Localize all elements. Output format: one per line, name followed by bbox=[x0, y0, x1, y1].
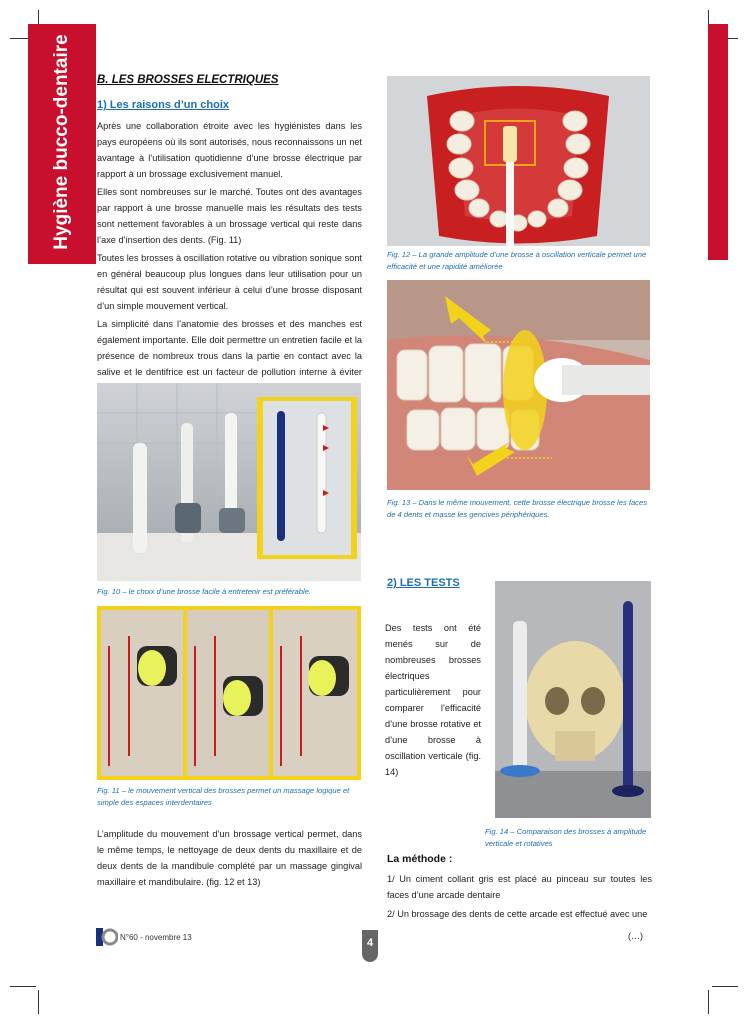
magazine-logo bbox=[96, 928, 118, 946]
crop-mark bbox=[10, 986, 36, 987]
paragraph-3: Toutes les brosses à oscillation rotative ou vibration sonique sont en général beaucoup plus longues dans leur utilisation pour un résultat qui est souvent inférieur à celui d’une brosse disposant d’un simple mouvement vertical. bbox=[97, 253, 362, 311]
sidebar-title: Hygiène bucco-dentaire bbox=[51, 34, 72, 250]
figure-11-caption: Fig. 11 – le mouvement vertical des brosses permet un massage logique et simple des espaces interdentaires bbox=[97, 786, 350, 807]
method-step-1: 1/ Un ciment collant gris est placé au pinceau sur toutes les faces d’une arcade dentaire bbox=[387, 874, 652, 900]
crop-mark bbox=[708, 990, 709, 1014]
method-step-2: 2/ Un brossage des dents de cette arcade est effectué avec une bbox=[387, 909, 648, 919]
section-title: B. LES BROSSES ELECTRIQUES bbox=[97, 74, 279, 86]
right-edge-tab bbox=[708, 24, 728, 260]
subsection-title-tests: 2) LES TESTS bbox=[387, 577, 460, 589]
figure-12-photo bbox=[387, 76, 650, 246]
paragraph-2: Elles sont nombreuses sur le marché. Toutes ont des avantages par rapport à une brosse manuelle mais les résultats des tests sont nettement favorables à un brossage vertical qui reste dans l’axe d’insertion des dents. (Fig. 11) bbox=[97, 187, 362, 245]
paragraph-1: Après une collaboration étroite avec les hygiénistes dans les pays européens où ils sont autorisés, nous reconnaissons un net avantage à l’utilisation quotidienne d’une brosse électrique par rapport à un brossage exclusivement manuel. bbox=[97, 121, 362, 179]
crop-mark bbox=[38, 990, 39, 1014]
figure-13-caption: Fig. 13 – Dans le même mouvement, cette brosse électrique brosse les faces de 4 dents et masse les gencives périphériques. bbox=[387, 498, 647, 519]
issue-label: N°60 - novembre 13 bbox=[120, 933, 192, 942]
crop-mark bbox=[712, 986, 738, 987]
figure-11-photo bbox=[97, 606, 361, 780]
paragraph-4: La simplicité dans l’anatomie des brosses et des manches est également importante. Elle doit permettre un entretien facile et la présence de nombreux trous dans la partie en contact avec la salive et le dentifrice est un facteur de pollution interne à éviter bbox=[97, 319, 362, 377]
continued-marker: (…) bbox=[628, 931, 643, 941]
method-title: La méthode : bbox=[387, 853, 453, 865]
page-number: 4 bbox=[362, 930, 378, 962]
paragraph-6: Des tests ont été menés sur de nombreuses brosses électriques particulièrement pour comparer l’efficacité d’une brosse rotative et d’une brosse à oscillation verticale (fig. 14) bbox=[385, 623, 481, 777]
figure-13-photo bbox=[387, 280, 650, 490]
figure-14-caption: Fig. 14 – Comparaison des brosses à amplitude verticale et rotatives bbox=[485, 827, 647, 848]
figure-12-caption: Fig. 12 – La grande amplitude d’une brosse à oscillation verticale permet une efficacité et une rapidité améliorée bbox=[387, 250, 647, 271]
figure-14-photo bbox=[495, 581, 651, 818]
figure-10-caption: Fig. 10 – le choix d’une brosse facile à entretenir est préférable. bbox=[97, 587, 312, 596]
paragraph-5: L’amplitude du mouvement d’un brossage vertical permet, dans le même temps, le nettoyage de deux dents du maxillaire et de deux dents de la mandibule complété par un massage gingival maxillaire et mandibulaire. (fig. 12 et 13) bbox=[97, 829, 362, 887]
figure-10-photo bbox=[97, 383, 361, 581]
subsection-title-reasons: 1) Les raisons d’un choix bbox=[97, 99, 230, 111]
